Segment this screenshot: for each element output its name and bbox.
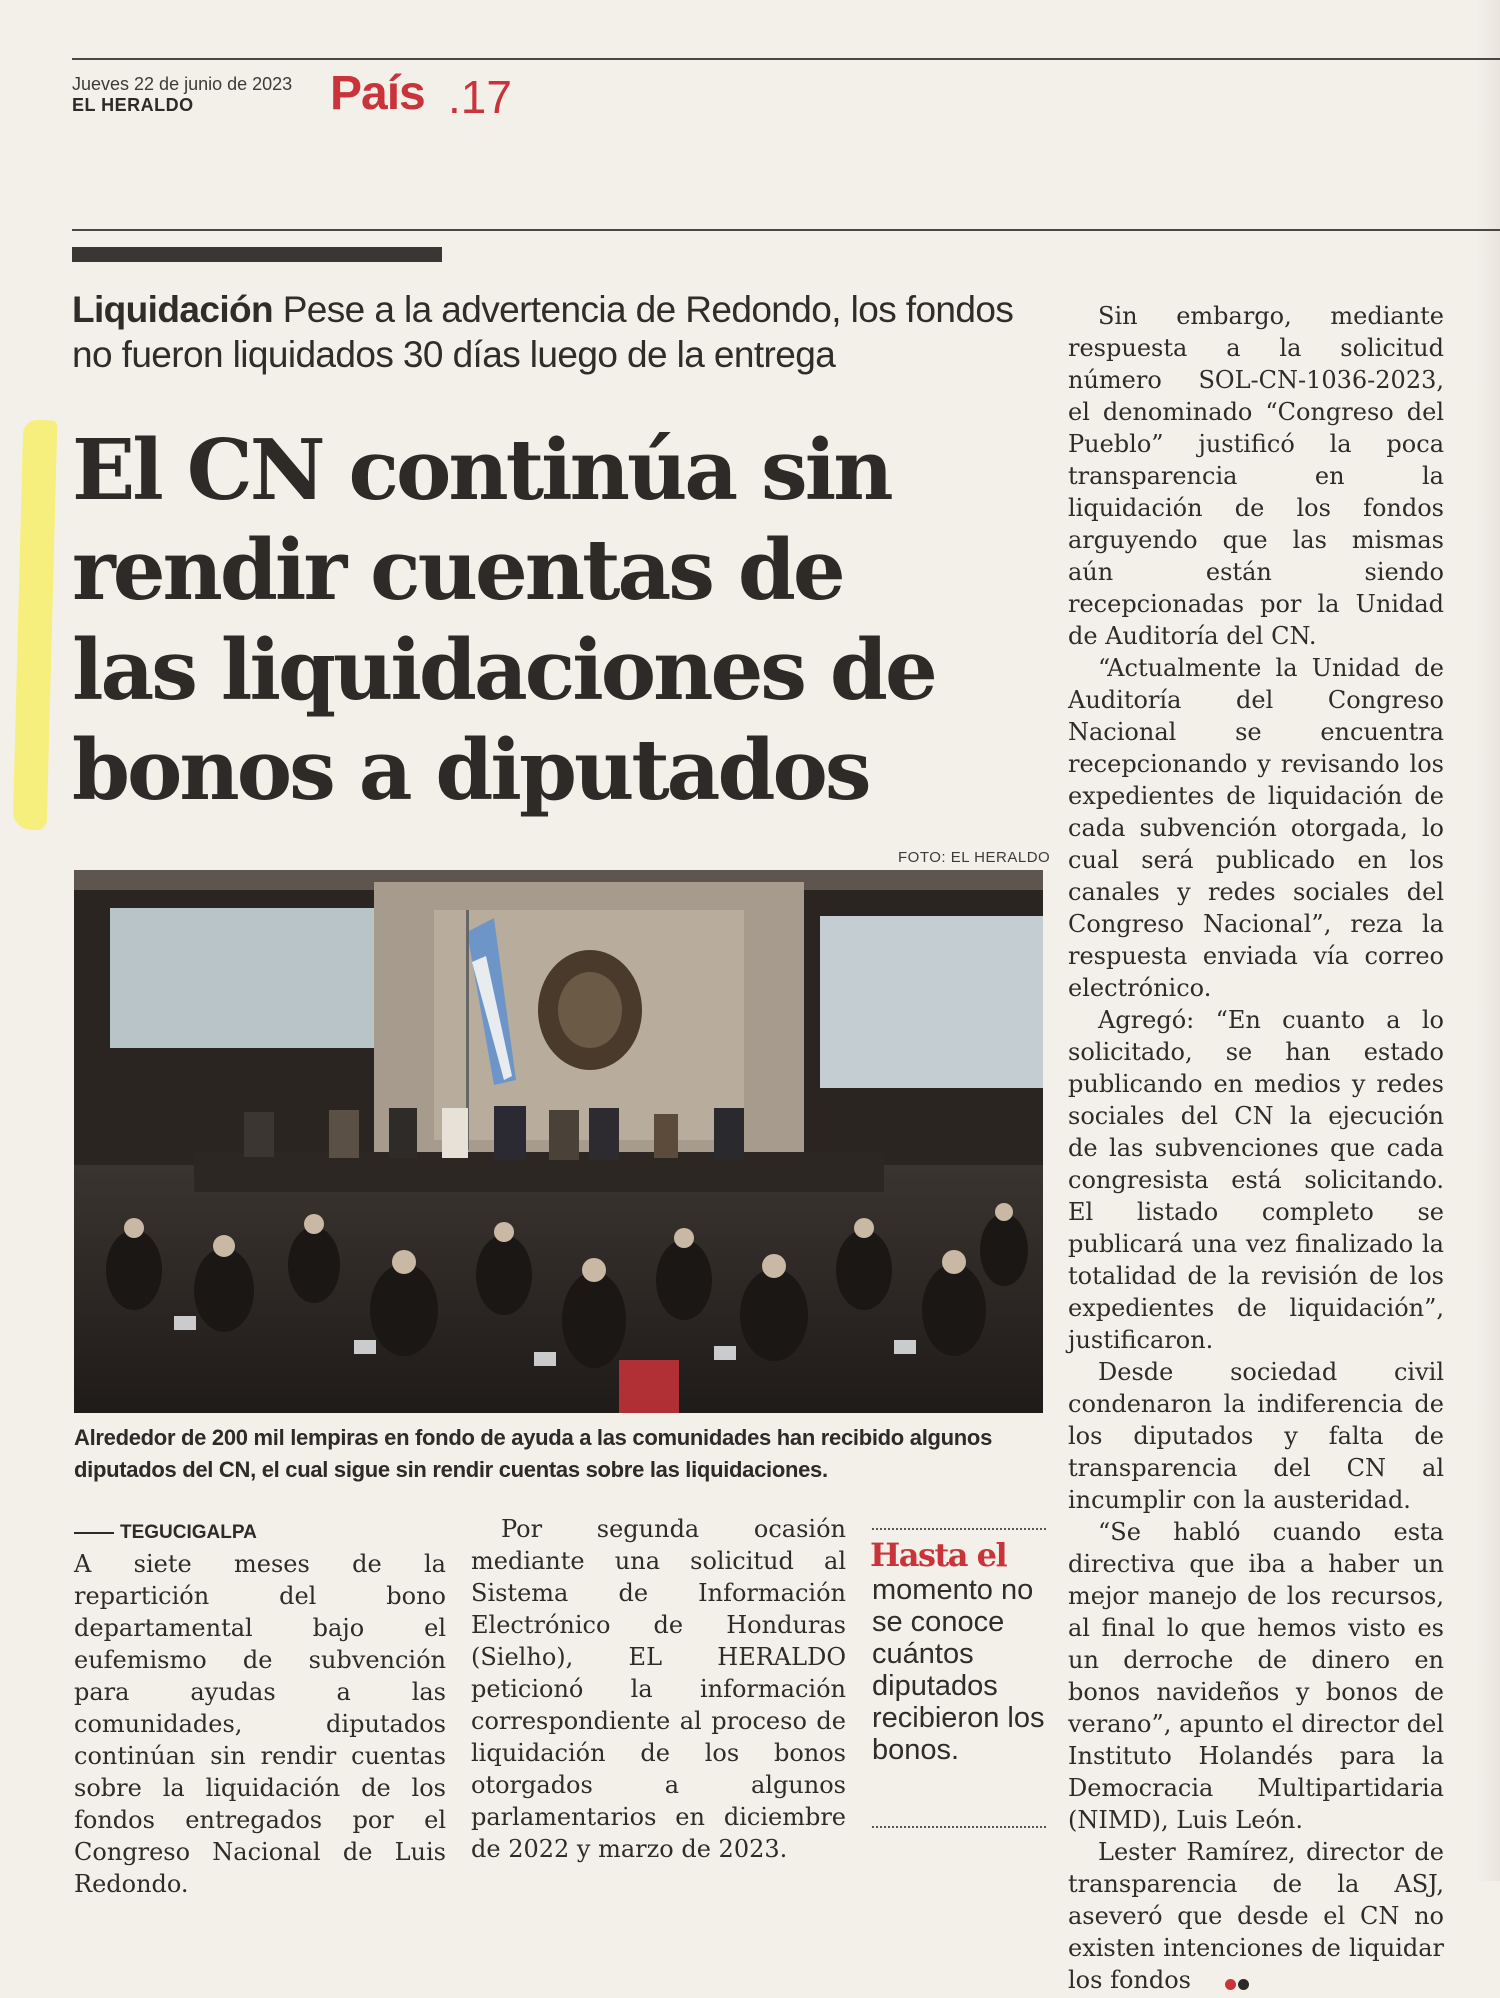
headline-line: rendir cuentas de	[72, 521, 843, 619]
dateline	[74, 1522, 257, 1544]
kicker	[72, 287, 1052, 377]
paragraph: A siete meses de la repartición del bono departamental bajo el eufemismo de subvención para ayudas a las comunidades, diputados continúan sin rendir cuentas sobre la liquidación de los fondos entregados por el Congreso Nacional de Luis Redondo.	[74, 1550, 446, 1898]
dateline-text: TEGUCIGALPA	[120, 1522, 257, 1543]
dateline-dash	[74, 1532, 114, 1534]
headline-line: bonos a diputados	[72, 721, 869, 819]
paragraph-last	[1068, 1836, 1444, 1998]
section-bar	[72, 247, 442, 262]
paragraph: Agregó: “En cuanto a lo solicitado, se han estado publicando en medios y redes sociales del CN la ejecución de las subvenciones que cada congresista está solicitando. El listado completo se publicará una vez finalizado la totalidad de la revisión de los expedientes de liquidación”, justificaron.	[1068, 1006, 1444, 1354]
top-rule	[72, 58, 1500, 60]
pullquote-body: momento no se conoce cuántos diputados recibieron los bonos.	[872, 1574, 1045, 1766]
masthead-rule	[72, 229, 1500, 231]
paragraph: Sin embargo, mediante respuesta a la solicitud número SOL-CN-1036-2023, el denominado “Congreso del Pueblo” justificó la poca transparencia en la liquidación de los fondos arguyendo que las mismas aún están siendo recepcionadas por la Unidad de Auditoría del CN.	[1068, 302, 1444, 650]
paragraph: Por segunda ocasión mediante una solicitud al Sistema de Información Electrónico de Honduras (Sielho), EL HERALDO peticionó la información correspondiente al proceso de liquidación de los bonos otorgados a algunos parlamentarios en diciembre de 2022 y marzo de 2023.	[471, 1515, 846, 1863]
newspaper-name: EL HERALDO	[72, 95, 194, 115]
photo-caption: Alrededor de 200 mil lempiras en fondo de ayuda a las comunidades han recibido algunos diputados del CN, el cual sigue sin rendir cuentas sobre las liquidaciones.	[74, 1425, 992, 1482]
closing-text: Lester Ramírez, director de transparencia de la ASJ, aseveró que desde el CN no existen intenciones de liquidar los fondos	[1068, 1838, 1444, 1994]
highlighter-mark	[13, 420, 58, 831]
column-1	[74, 1548, 446, 1900]
page-number: .17	[448, 71, 512, 123]
paragraph: “Se habló cuando esta directiva que iba a haber un mejor manejo de los recursos, al final lo que hemos visto es un derroche de dinero en bonos navideños y bonos de verano”, apunto el director del Instituto Holandés para la Democracia Multipartidaria (NIMD), Luis León.	[1068, 1518, 1444, 1834]
issue-date: Jueves 22 de junio de 2023	[72, 74, 293, 94]
headline	[72, 420, 1052, 820]
section-title: País	[330, 67, 425, 120]
bleed-through-strip	[1475, 0, 1500, 1881]
column-4	[1068, 300, 1444, 1998]
end-mark-icon	[1195, 1966, 1251, 1998]
paragraph: Desde sociedad civil condenaron la indiferencia de los diputados y falta de transparencia del CN al incumplir con la austeridad.	[1068, 1358, 1444, 1514]
headline-line: las liquidaciones de	[72, 621, 935, 719]
column-2	[471, 1513, 846, 1865]
pullquote-rule-top	[872, 1528, 1046, 1530]
kicker-label: Liquidación	[72, 289, 274, 330]
headline-line: El CN continúa sin	[72, 421, 891, 519]
photo-credit: FOTO: EL HERALDO	[898, 849, 1051, 866]
kicker-text: Pese a la advertencia de Redondo, los fondos no fueron liquidados 30 días luego de la entrega	[72, 289, 1014, 375]
paragraph: “Actualmente la Unidad de Auditoría del Congreso Nacional se encuentra recepcionando y revisando los expedientes de liquidación de cada subvención otorgada, lo cual será publicado en los canales y redes sociales del Congreso Nacional”, reza la respuesta enviada vía correo electrónico.	[1068, 654, 1444, 1002]
pullquote-rule-bottom	[872, 1826, 1046, 1828]
congress-photo	[74, 870, 1043, 1413]
pullquote-heading: Hasta el	[870, 1536, 1007, 1574]
